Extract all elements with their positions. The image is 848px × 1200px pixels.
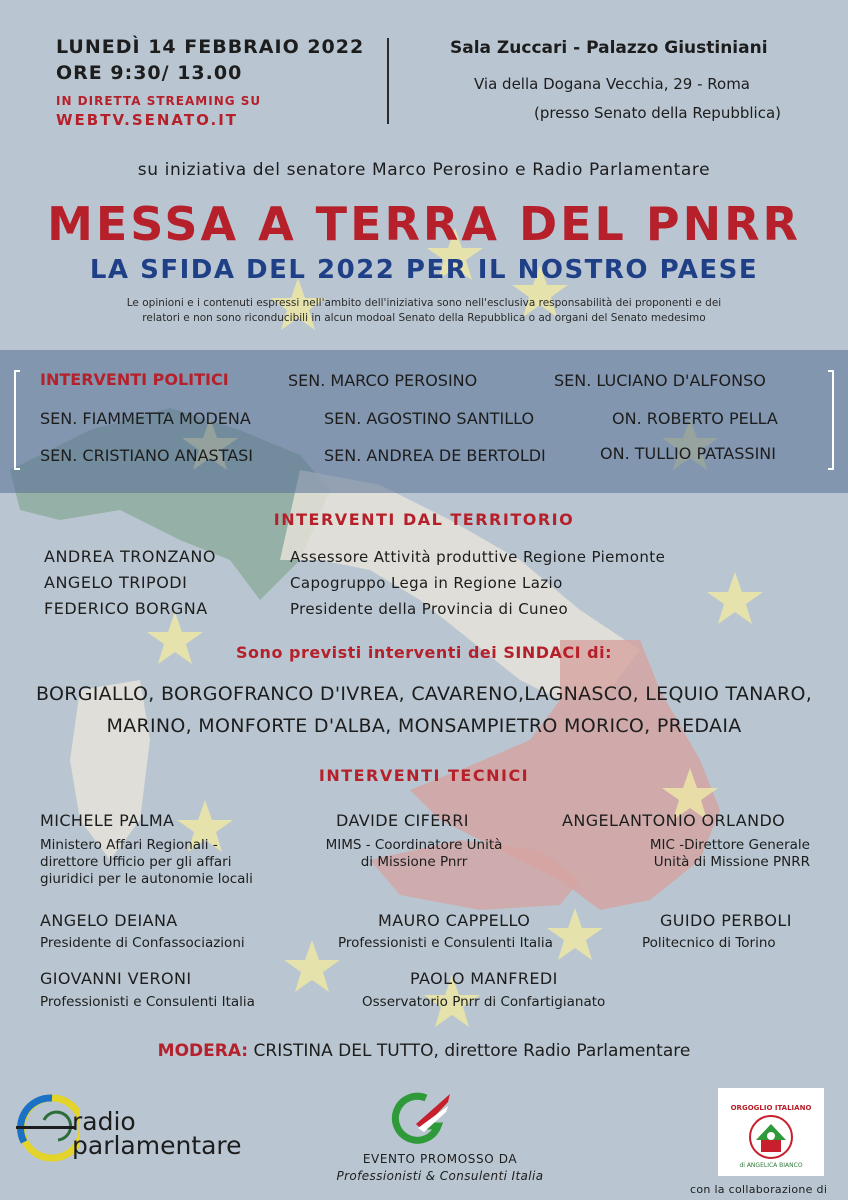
territory-speaker-name: ANDREA TRONZANO bbox=[44, 547, 216, 566]
technical-speaker-role bbox=[362, 994, 605, 1011]
event-time: ORE 9:30/ 13.00 bbox=[56, 62, 243, 84]
moderator-label: MODERA: bbox=[157, 1041, 249, 1061]
territory-speaker-role: Assessore Attività produttive Regione Piemonte bbox=[290, 548, 666, 566]
technical-speaker-name: ANGELO DEIANA bbox=[40, 911, 178, 930]
venue-address: Via della Dogana Vecchia, 29 - Roma bbox=[474, 75, 750, 93]
eu-star bbox=[547, 908, 603, 960]
radio-parlamentare-logo-icon bbox=[14, 1090, 80, 1166]
role-line: Unità di Missione PNRR bbox=[653, 854, 810, 870]
technical-speaker-name: PAOLO MANFREDI bbox=[410, 969, 558, 988]
streaming-link[interactable]: WEBTV.SENATO.IT bbox=[56, 111, 239, 129]
header-divider bbox=[387, 38, 389, 124]
political-speaker: SEN. CRISTIANO ANASTASI bbox=[40, 446, 254, 465]
disclaimer bbox=[40, 296, 808, 326]
role-line: Professionisti e Consulenti Italia bbox=[338, 935, 553, 951]
technical-speaker-role bbox=[314, 837, 514, 871]
technical-speaker-name: MAURO CAPPELLO bbox=[378, 911, 531, 930]
venue-name: Sala Zuccari - Palazzo Giustiniani bbox=[450, 38, 768, 58]
territory-speaker-name: FEDERICO BORGNA bbox=[44, 599, 208, 618]
event-title: MESSA A TERRA DEL PNRR bbox=[47, 197, 801, 251]
territory-speaker-role: Capogruppo Lega in Regione Lazio bbox=[290, 574, 563, 592]
technical-speaker-name: ANGELANTONIO ORLANDO bbox=[562, 811, 786, 830]
technical-heading: INTERVENTI TECNICI bbox=[318, 766, 530, 785]
technical-speaker-role bbox=[642, 935, 776, 952]
role-line: Presidente di Confassociazioni bbox=[40, 935, 245, 951]
role-line: Politecnico di Torino bbox=[642, 935, 776, 951]
role-line: MIC -Direttore Generale bbox=[649, 837, 810, 853]
mayors-list-line: BORGIALLO, BORGOFRANCO D'IVREA, CAVARENO,LAGNASCO, LEQUIO TANARO, bbox=[35, 683, 813, 705]
technical-speaker-name: GUIDO PERBOLI bbox=[660, 911, 792, 930]
radio-parlamentare-logo-text bbox=[72, 1107, 242, 1160]
territory-heading: INTERVENTI DAL TERRITORIO bbox=[273, 510, 575, 529]
disclaimer-line: Le opinioni e i contenuti espressi nell'ambito dell'iniziativa sono nell'esclusiva responsabilità dei proponenti e dei bbox=[126, 297, 722, 309]
initiative-line: su iniziativa del senatore Marco Perosino e Radio Parlamentare bbox=[137, 160, 711, 180]
role-line: Ministero Affari Regionali - bbox=[40, 837, 218, 853]
streaming-label: IN DIRETTA STREAMING SU bbox=[56, 94, 262, 108]
logo-line: radio bbox=[72, 1107, 136, 1136]
technical-speaker-role bbox=[40, 935, 245, 952]
venue-note: (presso Senato della Repubblica) bbox=[534, 104, 782, 122]
event-date: LUNEDÌ 14 FEBBRAIO 2022 bbox=[56, 36, 365, 58]
political-speaker: SEN. LUCIANO D'ALFONSO bbox=[554, 371, 766, 390]
eu-star bbox=[707, 572, 763, 624]
technical-speaker-role bbox=[40, 994, 255, 1011]
logo-line: parlamentare bbox=[72, 1131, 242, 1160]
political-speaker: SEN. FIAMMETTA MODENA bbox=[40, 409, 251, 428]
technical-speaker-name: MICHELE PALMA bbox=[40, 811, 175, 830]
disclaimer-line: relatori e non sono riconducibili in alcun modoal Senato della Repubblica o ad organi del Senato medesimo bbox=[142, 312, 706, 324]
technical-speaker-name: GIOVANNI VERONI bbox=[40, 969, 192, 988]
political-speaker: ON. ROBERTO PELLA bbox=[612, 409, 778, 428]
role-line: Professionisti e Consulenti Italia bbox=[40, 994, 255, 1010]
political-speaker: ON. TULLIO PATASSINI bbox=[600, 444, 776, 463]
eu-star bbox=[284, 940, 340, 992]
political-speaker: SEN. AGOSTINO SANTILLO bbox=[324, 409, 535, 428]
collaboration-label: con la collaborazione di bbox=[690, 1183, 828, 1196]
technical-speaker-role bbox=[40, 837, 253, 888]
technical-speaker-role bbox=[610, 837, 810, 871]
political-speaker: SEN. MARCO PEROSINO bbox=[288, 371, 478, 390]
promoter-name: Professionisti & Consulenti Italia bbox=[336, 1169, 544, 1183]
bracket-left bbox=[14, 370, 20, 470]
oi-logo-subtext: di ANGELICA BIANCO bbox=[739, 1162, 803, 1169]
territory-speaker-role: Presidente della Provincia di Cuneo bbox=[290, 600, 569, 618]
mayors-heading: Sono previsti interventi dei SINDACI di: bbox=[236, 643, 612, 662]
house-icon bbox=[748, 1114, 794, 1160]
promoter-label: EVENTO PROMOSSO DA bbox=[362, 1152, 518, 1166]
role-line: MIMS - Coordinatore Unità bbox=[325, 837, 503, 853]
political-speaker: SEN. ANDREA DE BERTOLDI bbox=[324, 446, 546, 465]
territory-speaker-name: ANGELO TRIPODI bbox=[44, 573, 188, 592]
role-line: Osservatorio Pnrr di Confartigianato bbox=[362, 994, 606, 1010]
technical-speaker-name: DAVIDE CIFERRI bbox=[336, 811, 469, 830]
oi-logo-text: ORGOGLIO ITALIANO bbox=[730, 1104, 812, 1112]
moderator-line bbox=[0, 1041, 848, 1061]
political-heading: INTERVENTI POLITICI bbox=[40, 370, 229, 389]
mayors-list-line: MARINO, MONFORTE D'ALBA, MONSAMPIETRO MORICO, PREDAIA bbox=[106, 715, 742, 737]
role-line: direttore Ufficio per gli affari bbox=[40, 854, 232, 870]
moderator-name: CRISTINA DEL TUTTO, direttore Radio Parlamentare bbox=[253, 1041, 691, 1061]
role-line: di Missione Pnrr bbox=[360, 854, 468, 870]
bracket-right bbox=[828, 370, 834, 470]
technical-speaker-role bbox=[338, 935, 553, 952]
professionisti-consulenti-logo-icon bbox=[388, 1090, 452, 1146]
orgoglio-italiano-logo bbox=[718, 1088, 824, 1176]
event-subtitle: LA SFIDA DEL 2022 PER IL NOSTRO PAESE bbox=[89, 255, 759, 285]
role-line: giuridici per le autonomie locali bbox=[40, 871, 253, 887]
